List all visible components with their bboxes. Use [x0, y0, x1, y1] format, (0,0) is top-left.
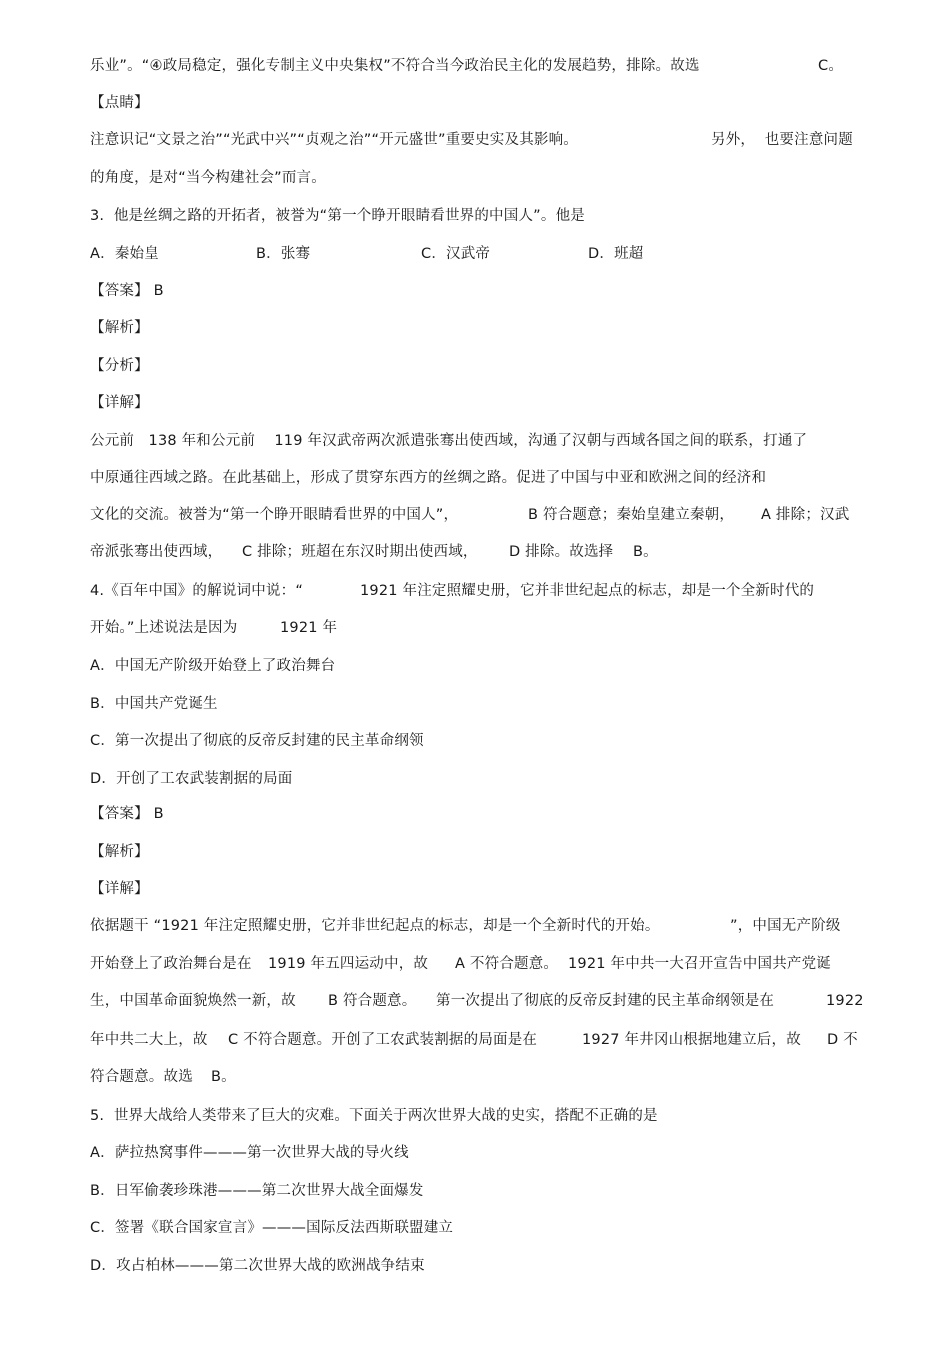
option-d [90, 1256, 425, 1276]
text-segment: 注意识记“文景之治”“光武中兴”“贞观之治”“开元盛世”重要史实及其影响。 [90, 132, 578, 148]
option-c [90, 731, 424, 751]
text-line [242, 542, 478, 562]
option-c [90, 1218, 453, 1238]
text-segment: 第一次提出了彻底的反帝反封建的民主革命纲领是在 [436, 993, 775, 1009]
text-segment: ”，中国无产阶级 [730, 918, 841, 934]
text-segment: 文化的交流。被誉为“第一个睁开眼睛看世界的中国人”， [90, 507, 459, 523]
section-label [90, 356, 149, 376]
text-segment: B．中国共产党诞生 [90, 696, 218, 712]
text-segment: 乐业”。“④政局稳定，强化专制主义中央集权”不符合当今政治民主化的发展趋势，排除。故选 [90, 58, 700, 74]
option-a [90, 656, 335, 676]
text-line [509, 542, 613, 562]
text-segment: 帝派张骞出使西域， [90, 544, 223, 560]
text-segment: 5. 世界大战给人类带来了巨大的灾难。下面关于两次世界大战的史实，搭配不正确的是 [90, 1108, 658, 1124]
text-line [90, 954, 252, 974]
text-segment: C．第一次提出了彻底的反帝反封建的民主革命纲领 [90, 733, 424, 749]
question-stem [90, 206, 585, 226]
text-segment: B。 [633, 544, 658, 560]
text-segment: A 排除；汉武 [761, 507, 850, 523]
text-segment: 开始登上了政治舞台是在 [90, 956, 252, 972]
text-line [90, 130, 578, 150]
text-segment: 公元前 138 年和公元前 119 年汉武帝两次派遣张骞出使西域，沟通了汉朝与西域各国之间的联系，打通了 [90, 433, 808, 449]
text-segment: 符合题意。故选 [90, 1069, 193, 1085]
text-segment: B．日军偷袭珍珠港———第二次世界大战全面爆发 [90, 1183, 424, 1199]
text-segment: 1927 年井冈山根据地建立后，故 [582, 1032, 801, 1048]
text-line [633, 542, 658, 562]
text-line [90, 505, 458, 525]
text-line [818, 56, 843, 76]
text-line [582, 1030, 801, 1050]
text-line [90, 468, 766, 488]
question-stem [90, 581, 303, 601]
question-stem [280, 618, 337, 638]
text-line [528, 505, 734, 525]
text-segment: C．签署《联合国家宣言》———国际反法西斯联盟建立 [90, 1220, 454, 1236]
answer-label [90, 804, 164, 824]
text-segment: D．班超 [588, 246, 644, 262]
text-segment: 1919 年五四运动中，故 [268, 956, 429, 972]
text-segment: B 符合题意。 [328, 993, 417, 1009]
text-line [228, 1030, 537, 1050]
option-b [90, 1181, 424, 1201]
text-segment: 【分析】 [90, 358, 149, 374]
text-segment: A 不符合题意。 [455, 956, 559, 972]
text-segment: 1922 [826, 993, 864, 1009]
text-line [211, 1067, 236, 1087]
text-line [90, 991, 296, 1011]
text-line [90, 542, 222, 562]
text-line [827, 1030, 858, 1050]
text-segment: 【答案】 B [90, 283, 164, 299]
answer-label [90, 281, 164, 301]
question-stem [90, 1106, 658, 1126]
section-label [90, 842, 149, 862]
text-segment: B 符合题意；秦始皇建立秦朝， [528, 507, 735, 523]
text-line [436, 991, 774, 1011]
text-line [90, 916, 660, 936]
section-label [90, 93, 149, 113]
text-segment: 中原通往西域之路。在此基础上，形成了贯穿东西方的丝绸之路。促进了中国与中亚和欧洲之间的经济和 [90, 470, 767, 486]
text-segment: 1921 年注定照耀史册，它并非世纪起点的标志，却是一个全新时代的 [360, 583, 815, 599]
text-segment: 1921 年中共一大召开宣告中国共产党诞 [568, 956, 832, 972]
text-segment: A．秦始皇 [90, 246, 159, 262]
text-line [90, 431, 807, 451]
text-segment: 开始。”上述说法是因为 [90, 620, 238, 636]
text-line [730, 916, 841, 936]
option-a [90, 1143, 409, 1163]
text-segment: 【详解】 [90, 395, 149, 411]
text-line [268, 954, 428, 974]
option-c [421, 244, 490, 264]
text-segment: 3. 他是丝绸之路的开拓者，被誉为“第一个睁开眼睛看世界的中国人”。他是 [90, 208, 585, 224]
text-segment: A．中国无产阶级开始登上了政治舞台 [90, 658, 336, 674]
text-segment: 另外， 也要注意问题 [711, 132, 853, 148]
text-segment: C。 [818, 58, 844, 74]
text-line [90, 1067, 193, 1087]
text-segment: 生，中国革命面貌焕然一新，故 [90, 993, 296, 1009]
text-line [568, 954, 831, 974]
option-b [256, 244, 310, 264]
text-segment: D．开创了工农武装割据的局面 [90, 771, 293, 787]
text-segment: 1921 年 [280, 620, 338, 636]
text-segment: 4.《百年中国》的解说词中说：“ [90, 583, 304, 599]
text-segment: C．汉武帝 [421, 246, 491, 262]
text-segment: D 排除。故选择 [509, 544, 614, 560]
text-segment: D．攻占柏林———第二次世界大战的欧洲战争结束 [90, 1258, 425, 1274]
text-segment: 【答案】 B [90, 806, 164, 822]
text-segment: 依据题干 “1921 年注定照耀史册，它并非世纪起点的标志，却是一个全新时代的开始。 [90, 918, 660, 934]
text-segment: 【详解】 [90, 881, 149, 897]
text-line [711, 130, 853, 150]
text-line [328, 991, 416, 1011]
text-segment: 【点睛】 [90, 95, 149, 111]
text-line [826, 991, 864, 1011]
option-a [90, 244, 159, 264]
text-segment: A．萨拉热窝事件———第一次世界大战的导火线 [90, 1145, 409, 1161]
option-d [90, 769, 292, 789]
text-segment: D 不 [827, 1032, 858, 1048]
section-label [90, 393, 149, 413]
section-label [90, 879, 149, 899]
question-stem [360, 581, 814, 601]
text-line [90, 56, 700, 76]
option-b [90, 694, 218, 714]
text-line [90, 168, 326, 188]
text-segment: B。 [211, 1069, 236, 1085]
option-d [588, 244, 643, 264]
text-segment: 的角度，是对“当今构建社会”而言。 [90, 170, 326, 186]
text-segment: B．张骞 [256, 246, 311, 262]
question-stem [90, 618, 237, 638]
text-segment: C 排除；班超在东汉时期出使西域， [242, 544, 478, 560]
text-segment: 年中共二大上，故 [90, 1032, 208, 1048]
text-segment: C 不符合题意。开创了工农武装割据的局面是在 [228, 1032, 538, 1048]
text-line [761, 505, 849, 525]
section-label [90, 318, 149, 338]
text-segment: 【解析】 [90, 844, 149, 860]
text-line [455, 954, 558, 974]
text-segment: 【解析】 [90, 320, 149, 336]
text-line [90, 1030, 208, 1050]
